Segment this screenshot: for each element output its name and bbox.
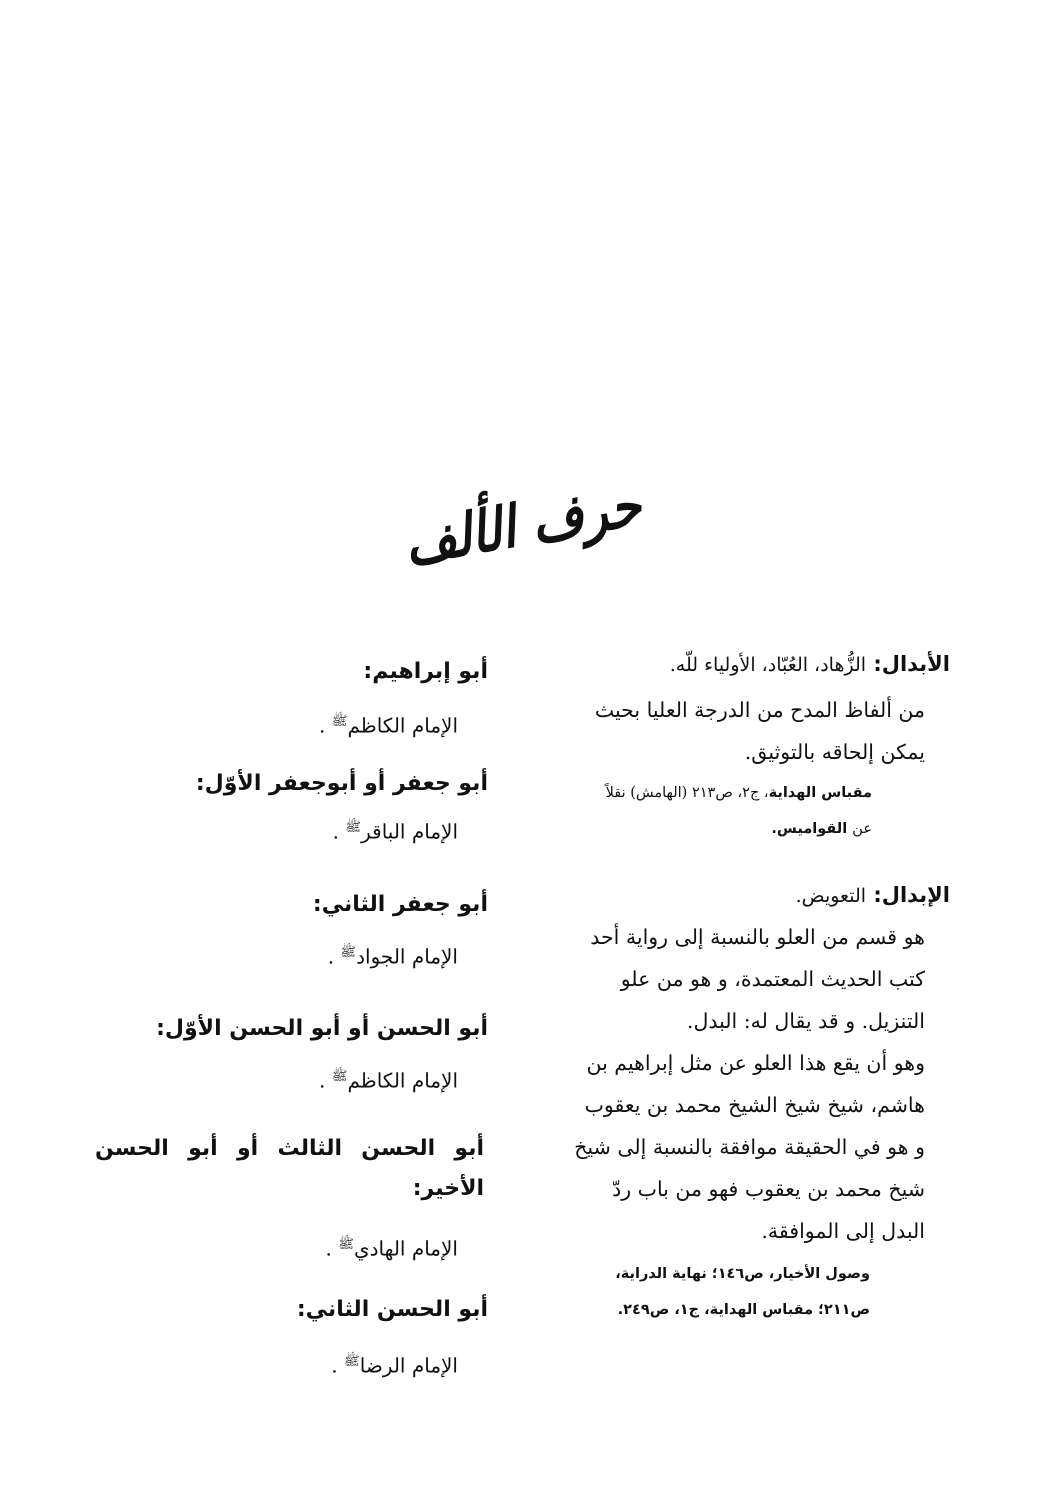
entry-term: الإبدال:	[873, 883, 950, 907]
entry-definition: الإمام الكاظم$^ﷺ$ .	[319, 1068, 458, 1093]
source-detail: ، ج٢، ص٢١٣ (الهامش) نقلاً	[605, 785, 769, 801]
entry-ibdal	[545, 879, 950, 912]
entry-definition: الزُّهاد، العُبّاد، الأولياء للّه.	[669, 654, 867, 676]
entry-term: أبو الحسن أو أبو الحسن الأوّل:	[156, 1015, 488, 1041]
chapter-title	[373, 470, 673, 580]
entry-abdal	[545, 648, 950, 681]
entry-term: أبو الحسن الثالث أو أبو الحسن الأخير:	[95, 1135, 484, 1201]
entry-term: أبو جعفر أو أبوجعفر الأوّل:	[195, 770, 488, 796]
entry-source: وصول الأخيار، ص١٤٦؛ نهاية الدراية،	[615, 1266, 870, 1282]
entry-body-line: هاشم، شيخ شيخ الشيخ محمد بن يعقوب	[584, 1093, 925, 1117]
entry-definition: الإمام الرضا$^ﷺ$ .	[331, 1353, 458, 1378]
salawat-mark: ﷺ	[345, 819, 362, 835]
salawat-mark: ﷺ	[331, 714, 348, 729]
entry-body-line: وهو أن يقع هذا العلو عن مثل إبراهيم بن	[586, 1051, 925, 1075]
entry-definition: الإمام الهادي$^ﷺ$ .	[325, 1236, 458, 1261]
source-title: مقباس الهداية	[768, 785, 872, 801]
source-title: القواميس.	[771, 821, 848, 837]
entry-source-cont	[545, 809, 950, 849]
salawat-mark: ﷺ	[331, 1068, 348, 1084]
entry-body-line: كتب الحديث المعتمدة، و هو من علو	[620, 967, 925, 991]
entry-term: أبو الحسن الثاني:	[296, 1297, 488, 1323]
entry-body-line: هو قسم من العلو بالنسبة إلى رواية أحد	[590, 925, 925, 949]
entry-definition: الإمام الكاظم$^ﷺ$ .	[319, 713, 458, 738]
entry-body-line: من ألفاظ المدح من الدرجة العليا بحيث	[594, 698, 925, 722]
chapter-title-calligraphy: حرف الألف	[399, 470, 647, 579]
entry-term: أبو جعفر الثاني:	[312, 892, 488, 918]
source-detail: عن	[852, 821, 872, 837]
entry-definition: التعويض.	[795, 885, 867, 907]
salawat-mark: ﷺ	[340, 945, 357, 961]
entry-term: أبو إبراهيم:	[363, 659, 488, 684]
entry-term: الأبدال:	[873, 652, 950, 676]
left-column	[95, 648, 488, 1386]
right-column	[545, 648, 950, 1328]
entry-source-cont: ص٢١١؛ مقباس الهداية، ج١، ص٢٤٩.	[617, 1302, 870, 1318]
entry-definition: الإمام الباقر$^ﷺ$ .	[332, 819, 458, 844]
entry-body-line: البدل إلى الموافقة.	[761, 1219, 925, 1243]
entry-body-line: و هو في الحقيقة موافقة بالنسبة إلى شيخ	[574, 1135, 925, 1159]
salawat-mark: ﷺ	[344, 1354, 360, 1370]
salawat-mark: ﷺ	[338, 1236, 354, 1252]
entry-body-line: يمكن إلحاقه بالتوثيق.	[744, 740, 925, 764]
entry-body-line: شيخ محمد بن يعقوب فهو من باب ردّ	[612, 1177, 925, 1201]
entry-body-line: التنزيل. و قد يقال له: البدل.	[686, 1009, 925, 1033]
entry-definition: الإمام الجواد$^ﷺ$ .	[327, 944, 458, 969]
entry-source	[545, 777, 950, 809]
